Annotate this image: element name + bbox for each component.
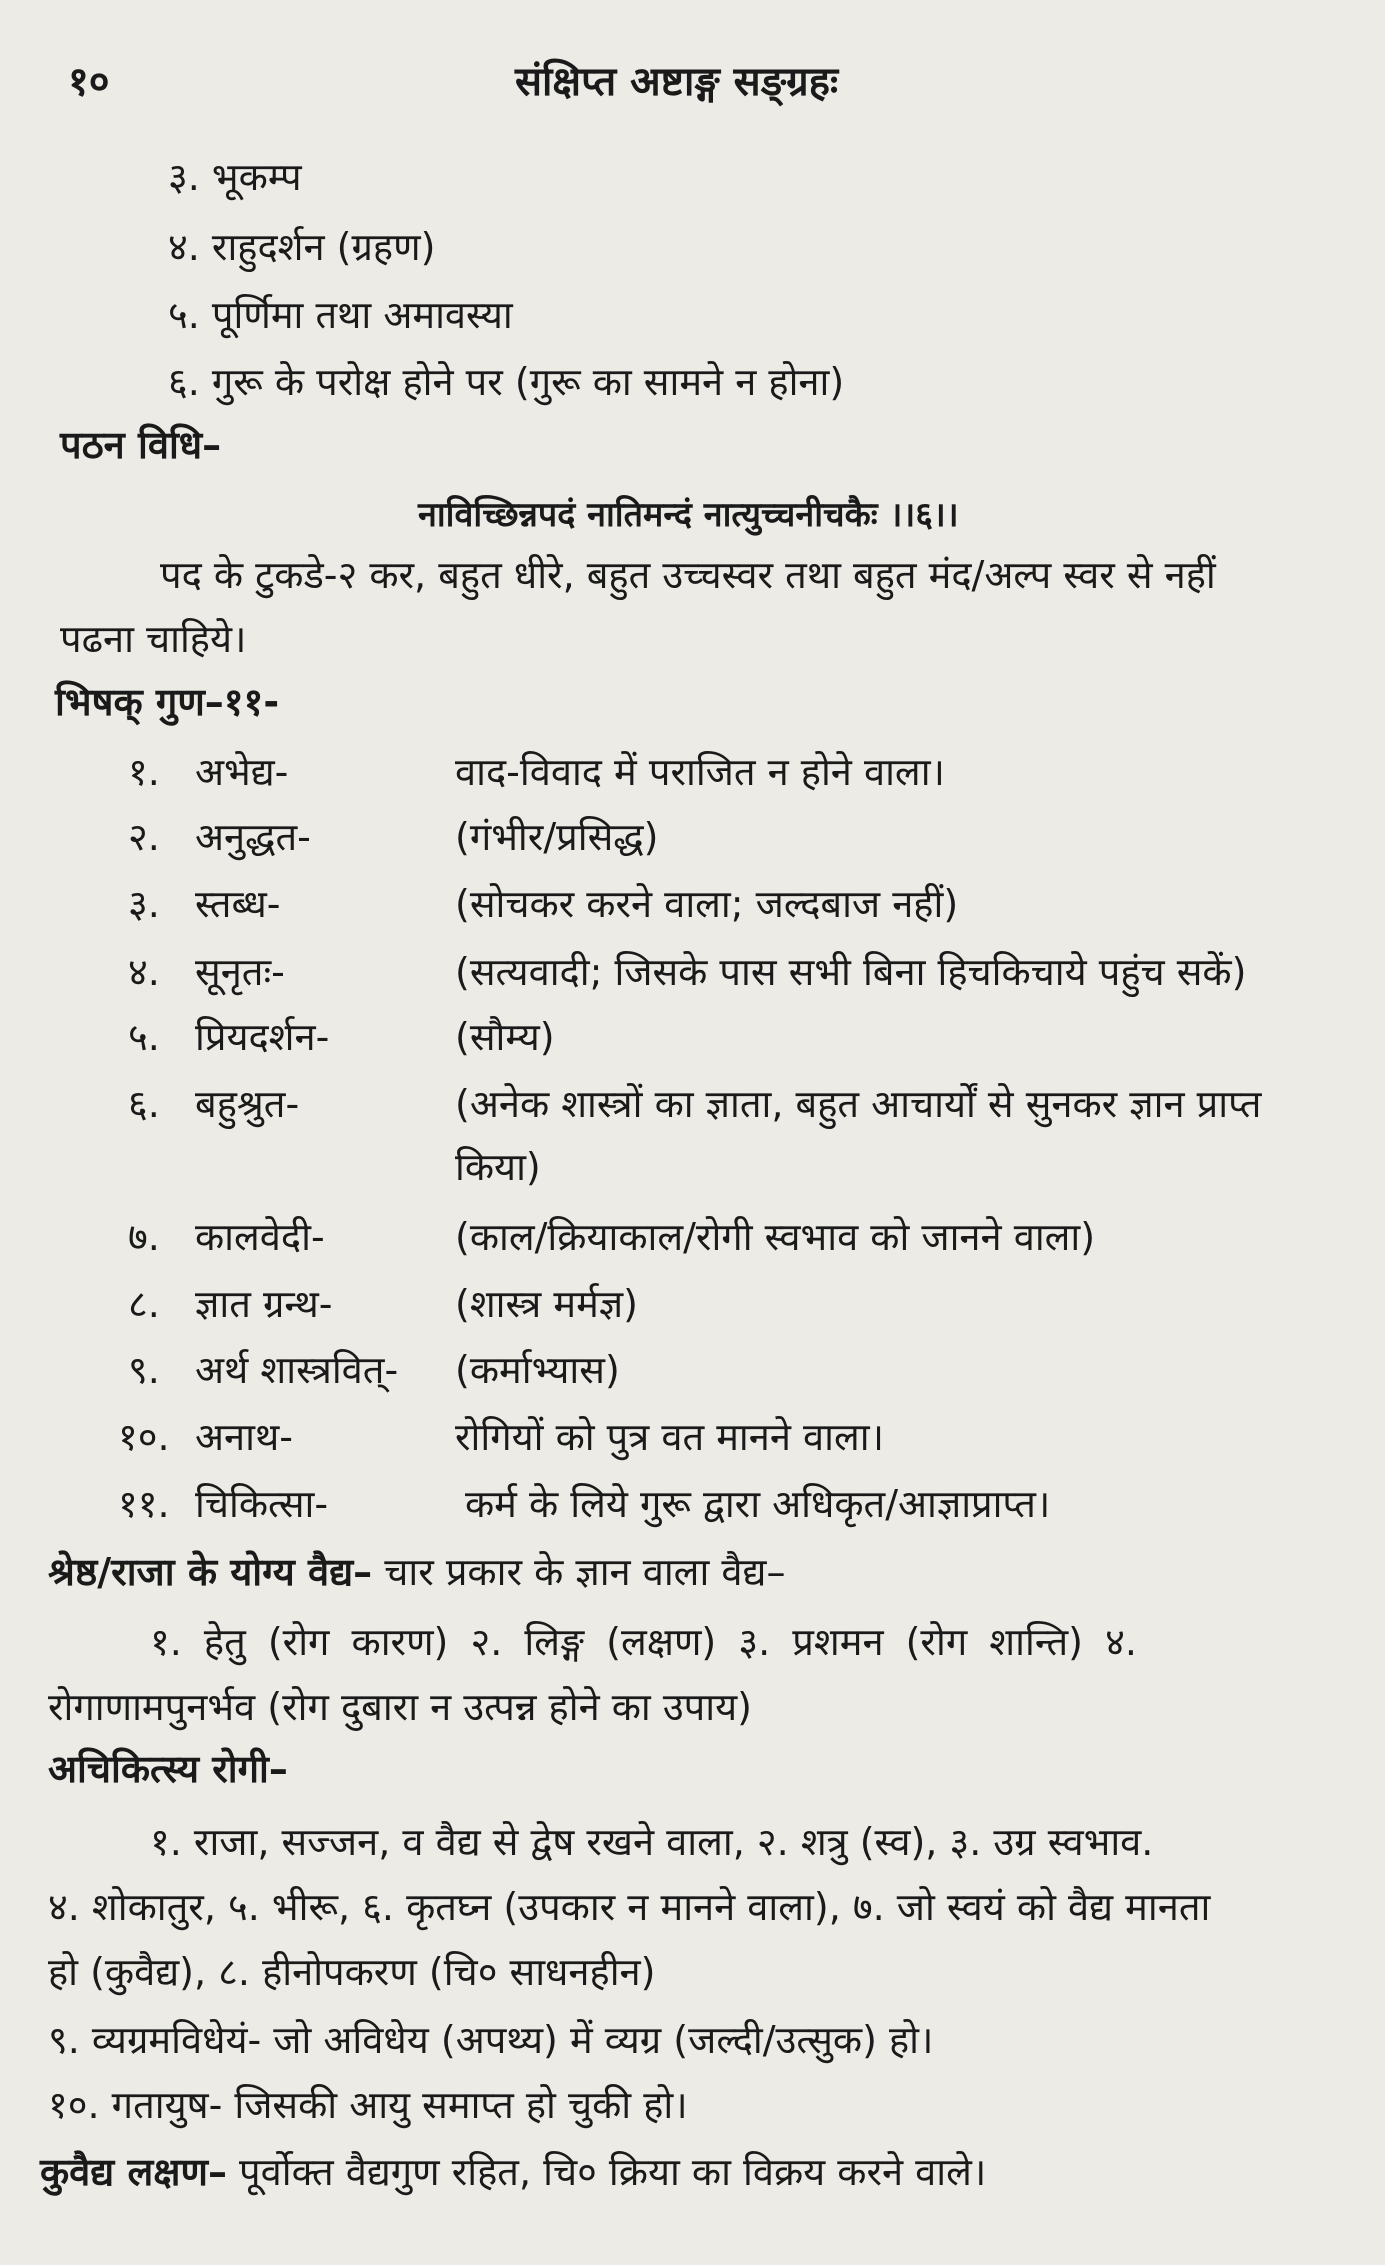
guna-desc: (कर्माभ्यास) — [455, 1348, 620, 1392]
list-item: ५. पूर्णिमा तथा अमावस्या — [168, 293, 513, 337]
guna-number: ६. — [128, 1082, 160, 1126]
paragraph-line: पढना चाहिये। — [60, 617, 247, 661]
guna-term: ज्ञात ग्रन्थ- — [195, 1282, 333, 1326]
guna-desc: कर्म के लिये गुरू द्वारा अधिकृत/आज्ञाप्राप्त। — [465, 1482, 1051, 1526]
guna-number: ५. — [128, 1015, 160, 1059]
guna-number: ४. — [128, 950, 160, 994]
guna-term: अर्थ शास्त्रवित्- — [195, 1348, 399, 1392]
guna-term: बहुश्रुत- — [195, 1082, 300, 1126]
guna-desc: (गंभीर/प्रसिद्ध) — [455, 815, 659, 859]
section-heading-kuvaidya: कुवैद्य लक्षण– — [40, 2150, 227, 2194]
paragraph-line: १. राजा, सज्जन, व वैद्य से द्वेष रखने वाला, २. शत्रु (स्व), ३. उग्र स्वभाव. — [150, 1820, 1154, 1864]
section-heading-bhishak-guna: भिषक् गुण–११- — [55, 680, 280, 724]
list-item: ४. राहुदर्शन (ग्रहण) — [168, 225, 436, 269]
guna-number: १०. — [118, 1415, 170, 1459]
list-item: ६. गुरू के परोक्ष होने पर (गुरू का सामने न होना) — [168, 360, 845, 404]
page-title: संक्षिप्त अष्टाङ्ग सङ्ग्रहः — [515, 59, 839, 105]
guna-number: ३. — [128, 882, 160, 926]
paragraph-line: १०. गतायुष- जिसकी आयु समाप्त हो चुकी हो। — [48, 2083, 688, 2127]
list-item: ३. भूकम्प — [168, 155, 302, 199]
paragraph-line: पद के टुकडे-२ कर, बहुत धीरे, बहुत उच्चस्वर तथा बहुत मंद/अल्प स्वर से नहीं — [160, 553, 1216, 597]
guna-desc: रोगियों को पुत्र वत मानने वाला। — [455, 1415, 884, 1459]
guna-number: ९. — [128, 1348, 160, 1392]
guna-term: सूनृतः- — [195, 950, 285, 994]
sloka: नाविच्छिन्नपदं नातिमन्दं नात्युच्चनीचकैः ।।६।। — [418, 495, 959, 535]
guna-desc: (शास्त्र मर्मज्ञ) — [455, 1282, 638, 1326]
guna-desc-continued: किया) — [455, 1145, 541, 1189]
section-heading-achikitsya-rogi: अचिकित्स्य रोगी– — [48, 1747, 288, 1791]
kuvaidya-line — [40, 2145, 986, 2197]
guna-number: ८. — [128, 1282, 160, 1326]
guna-number: ७. — [128, 1215, 160, 1259]
shreshtha-vaidya-line — [48, 1545, 785, 1597]
paragraph-line: १. हेतु (रोग कारण) २. लिङ्ग (लक्षण) ३. प्रशमन (रोग शान्ति) ४. — [150, 1620, 1137, 1664]
paragraph-line: ४. शोकातुर, ५. भीरू, ६. कृतघ्न (उपकार न मानने वाला), ७. जो स्वयं को वैद्य मानता — [48, 1885, 1211, 1929]
guna-term: अनुद्धत- — [195, 815, 311, 859]
guna-desc: (अनेक शास्त्रों का ज्ञाता, बहुत आचार्यों से सुनकर ज्ञान प्राप्त — [455, 1082, 1262, 1126]
guna-term: प्रियदर्शन- — [195, 1015, 330, 1059]
paragraph-line: हो (कुवैद्य), ८. हीनोपकरण (चि० साधनहीन) — [48, 1950, 656, 1994]
guna-term: चिकित्सा- — [195, 1482, 329, 1526]
guna-desc: (सत्यवादी; जिसके पास सभी बिना हिचकिचाये पहुंच सकें) — [455, 950, 1247, 994]
paragraph-line: रोगाणामपुनर्भव (रोग दुबारा न उत्पन्न होने का उपाय) — [48, 1685, 752, 1729]
section-heading-rest: चार प्रकार के ज्ञान वाला वैद्य– — [372, 1550, 786, 1594]
kuvaidya-text: पूर्वोक्त वैद्यगुण रहित, चि० क्रिया का विक्रय करने वाले। — [226, 2150, 987, 2194]
guna-number: ११. — [118, 1482, 170, 1526]
guna-term: स्तब्ध- — [195, 882, 281, 926]
guna-desc: (सोचकर करने वाला; जल्दबाज नहीं) — [455, 882, 959, 926]
paragraph-line: ९. व्यग्रमविधेयं- जो अविधेय (अपथ्य) में व्यग्र (जल्दी/उत्सुक) हो। — [48, 2018, 934, 2062]
guna-number: २. — [128, 815, 160, 859]
page-number: १० — [68, 59, 110, 105]
guna-desc: (काल/क्रियाकाल/रोगी स्वभाव को जानने वाला) — [455, 1215, 1096, 1259]
guna-term: अभेद्य- — [195, 750, 289, 794]
guna-number: १. — [128, 750, 160, 794]
guna-desc: (सौम्य) — [455, 1015, 555, 1059]
section-heading-pathan-vidhi: पठन विधि– — [60, 423, 222, 467]
guna-term: अनाथ- — [195, 1415, 293, 1459]
guna-desc: वाद-विवाद में पराजित न होने वाला। — [455, 750, 945, 794]
guna-term: कालवेदी- — [195, 1215, 325, 1259]
section-heading-shreshtha-vaidya: श्रेष्ठ/राजा के योग्य वैद्य– — [48, 1550, 373, 1594]
